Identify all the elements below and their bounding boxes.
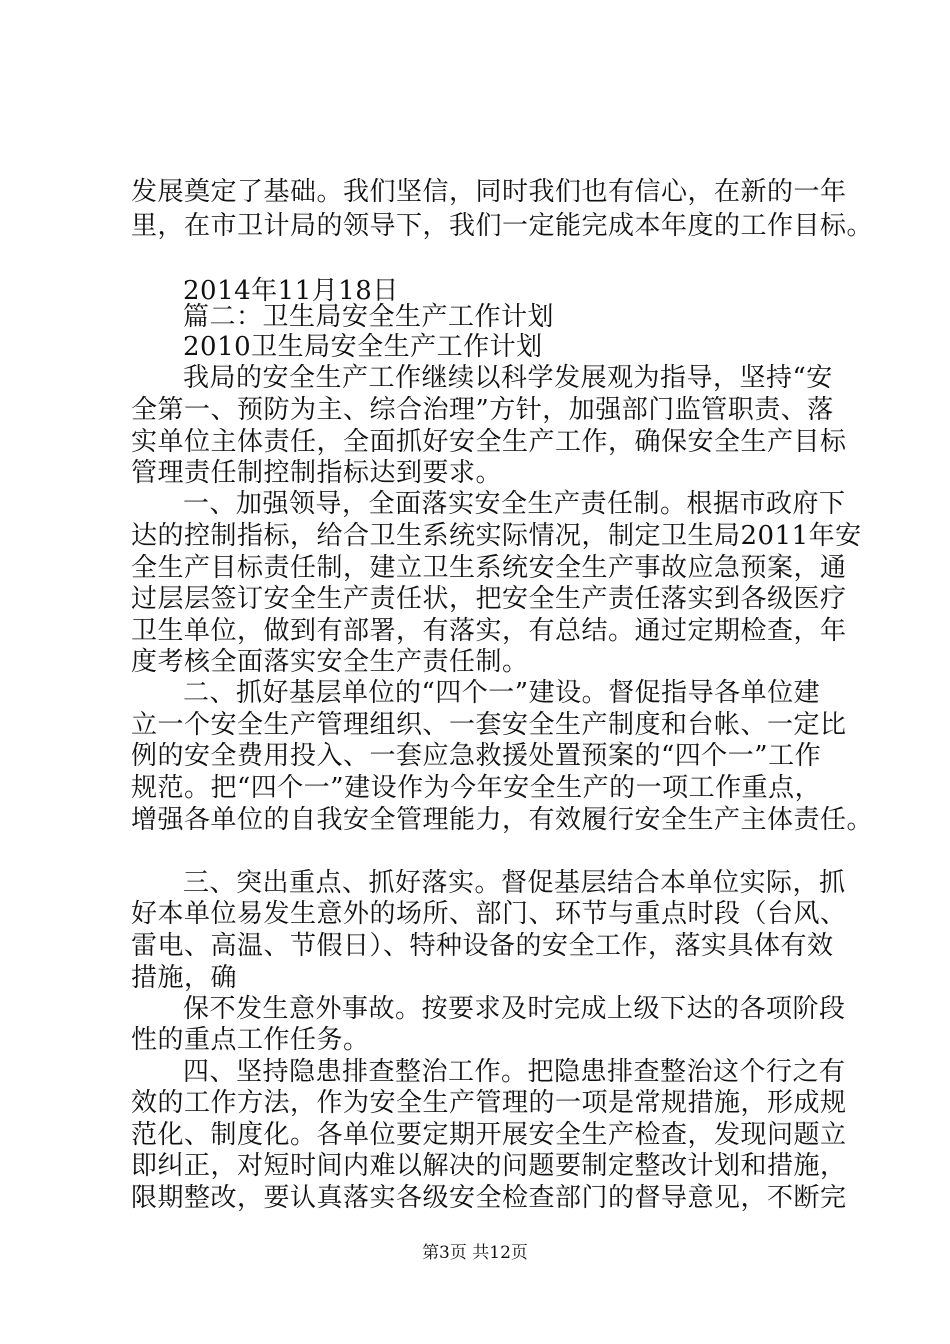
text-line: 实单位主体责任，全面抓好安全生产工作，确保安全生产目标	[131, 427, 847, 457]
text-line: 里，在市卫计局的领导下，我们一定能完成本年度的工作目标。	[131, 211, 874, 241]
text-line: 雷电、高温、节假日）、特种设备的安全工作，落实具体有效	[131, 931, 834, 961]
text-line: 我局的安全生产工作继续以科学发展观为指导，坚持“安	[183, 363, 833, 393]
text-line: 措施，确	[131, 963, 238, 993]
document-title: 2010卫生局安全生产工作计划	[183, 332, 543, 362]
text-line: 度考核全面落实安全生产责任制。	[131, 647, 529, 677]
date-line: 2014年11月18日	[183, 276, 399, 306]
text-line: 例的安全费用投入、一套应急救援处置预案的“四个一”工作	[131, 741, 822, 771]
text-line: 全生产目标责任制，建立卫生系统安全生产事故应急预案，通	[131, 553, 847, 583]
text-line: 立一个安全生产管理组织、一套安全生产制度和台帐、一定比	[131, 710, 847, 740]
text-line: 好本单位易发生意外的场所、部门、环节与重点时段（台风、	[131, 899, 847, 929]
text-line: 即纠正，对短时间内难以解决的问题要制定整改计划和措施，	[131, 1151, 847, 1181]
text-line: 卫生单位，做到有部署，有落实，有总结。通过定期检查，年	[131, 616, 847, 646]
text-line: 保不发生意外事故。按要求及时完成上级下达的各项阶段	[183, 994, 846, 1024]
text-line: 过层层签订安全生产责任状，把安全生产责任落实到各级医疗	[131, 584, 847, 614]
section-title: 篇二：卫生局安全生产工作计划	[183, 302, 555, 332]
text-line: 一、加强领导，全面落实安全生产责任制。根据市政府下	[183, 489, 846, 519]
text-line: 性的重点工作任务。	[131, 1025, 370, 1055]
text-line: 全第一、预防为主、综合治理”方针，加强部门监管职责、落	[131, 395, 834, 425]
text-line: 效的工作方法，作为安全生产管理的一项是常规措施，形成规	[131, 1088, 847, 1118]
text-line: 增强各单位的自我安全管理能力，有效履行安全生产主体责任。	[131, 805, 874, 835]
text-line: 四、坚持隐患排查整治工作。把隐患排查整治这个行之有	[183, 1057, 846, 1087]
text-line: 规范。把“四个一”建设作为今年安全生产的一项工作重点，	[131, 773, 822, 803]
text-line: 达的控制指标，给合卫生系统实际情况，制定卫生局2011年安	[131, 521, 862, 551]
text-line: 二、抓好基层单位的“四个一”建设。督促指导各单位建	[183, 678, 821, 708]
page-number-footer: 第3页 共12页	[422, 1243, 528, 1263]
text-line: 管理责任制控制指标达到要求。	[131, 458, 503, 488]
text-line: 限期整改，要认真落实各级安全检查部门的督导意见，不断完	[131, 1183, 847, 1213]
text-line: 三、突出重点、抓好落实。督促基层结合本单位实际，抓	[183, 868, 846, 898]
text-line: 发展奠定了基础。我们坚信，同时我们也有信心，在新的一年	[131, 177, 847, 207]
text-line: 范化、制度化。各单位要定期开展安全生产检查，发现问题立	[131, 1120, 847, 1150]
